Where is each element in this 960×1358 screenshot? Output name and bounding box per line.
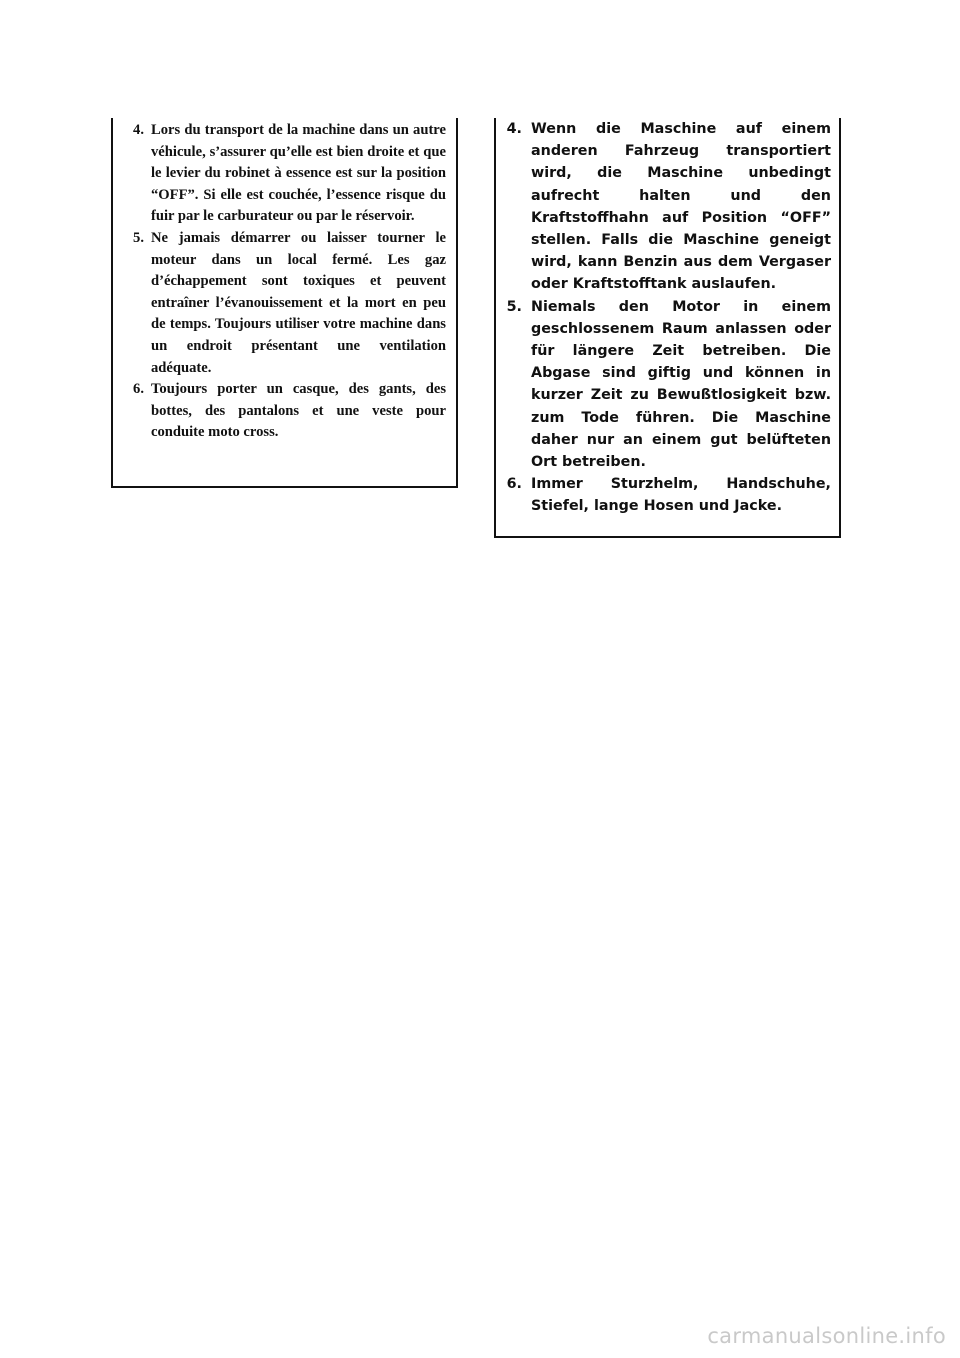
german-item-5	[502, 296, 831, 474]
french-item-5-number: 5.	[133, 229, 144, 246]
french-warning-list	[117, 120, 446, 444]
french-item-4	[117, 120, 446, 228]
german-item-6-text: Immer Sturzhelm, Handschuhe, Stiefel, lange Hosen und Jacke.	[531, 476, 831, 515]
watermark-text: carmanualsonline.info	[707, 1324, 946, 1348]
french-warning-box	[111, 118, 458, 488]
german-item-6-number: 6.	[506, 476, 522, 493]
german-item-4-number: 4.	[506, 121, 522, 137]
french-item-6	[117, 379, 446, 444]
german-warning-box	[494, 118, 841, 538]
french-item-4-text: Lors du transport de la machine dans un autre véhicule, s’assurer qu’elle est bien droite et que le levier du robinet à essence est sur la position “OFF”. Si elle est couchée, l’essence risque du fuir par le carburateur ou par le réservoir.	[151, 122, 446, 225]
french-item-6-number: 6.	[133, 381, 144, 398]
german-item-6	[502, 473, 831, 517]
german-item-4	[502, 118, 831, 296]
german-item-5-text: Niemals den Motor in einem geschlossenem Raum anlassen oder für längere Zeit betreiben. Die Abgase sind giftig und können in kurzer Zeit zu Bewußtlosigkeit bzw. zum Tode führen. Die Maschine daher nur an einem gut belüfteten Ort betreiben.	[531, 298, 831, 471]
french-item-5	[117, 228, 446, 379]
german-item-4-text: Wenn die Maschine auf einem anderen Fahrzeug transportiert wird, die Maschine unbedingt aufrecht halten und den Kraftstoffhahn auf Position “OFF” stellen. Falls die Maschine geneigt wird, kann Benzin aus dem Vergaser oder Kraftstofftank auslaufen.	[531, 121, 831, 293]
french-item-5-text: Ne jamais démarrer ou laisser tourner le moteur dans un local fermé. Les gaz d’échappement sont toxiques et peuvent entraîner l’évanouissement et la mort en peu de temps. Toujours utiliser votre machine dans un endroit présentant une ventilation adéquate.	[151, 229, 446, 376]
german-warning-list	[502, 118, 831, 518]
french-item-4-number: 4.	[133, 122, 144, 138]
german-item-5-number: 5.	[506, 298, 522, 315]
french-item-6-text: Toujours porter un casque, des gants, des bottes, des pantalons et une veste pour conduite moto cross.	[151, 381, 446, 441]
